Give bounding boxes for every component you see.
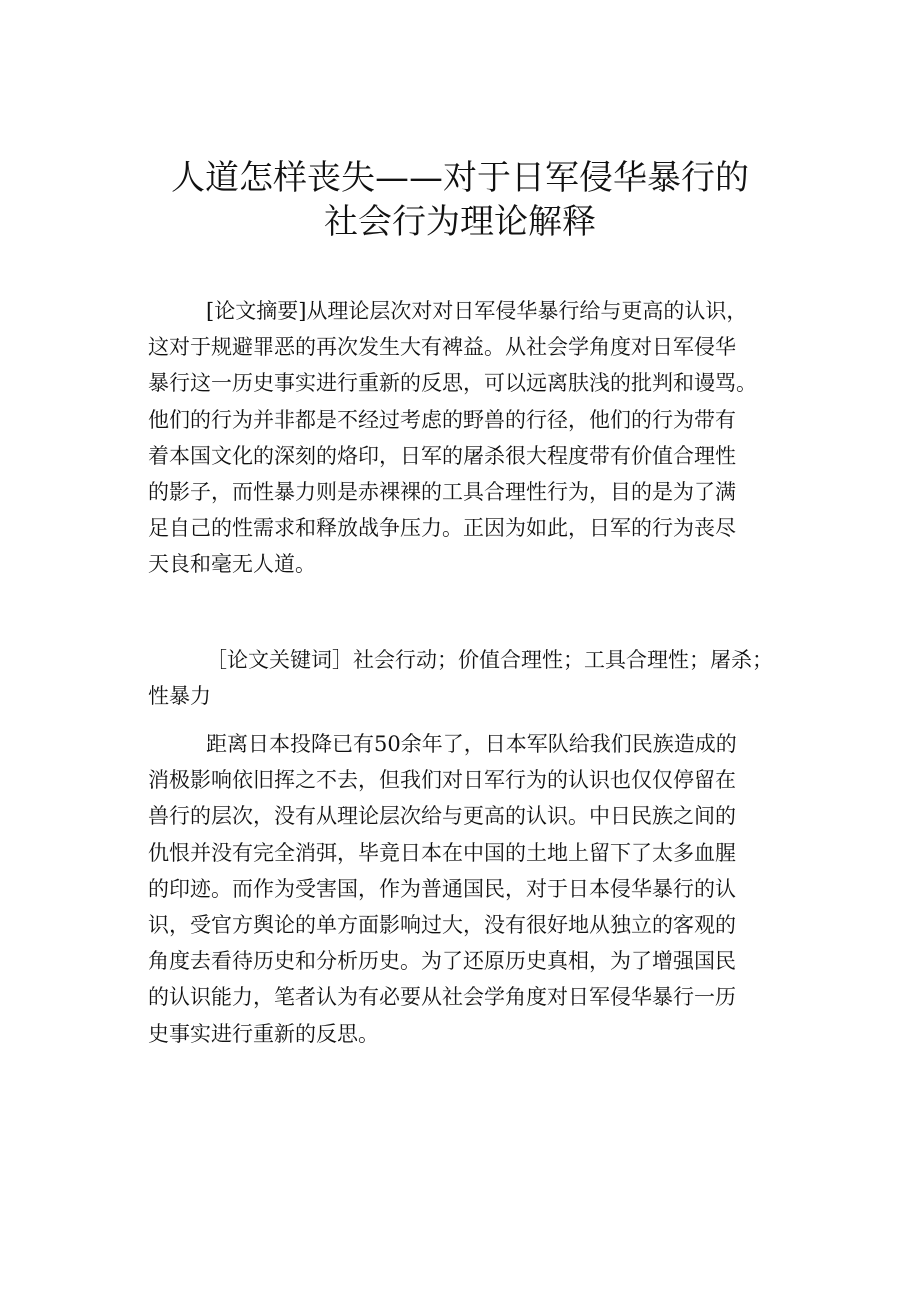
abstract-line: 的影子，而性暴力则是赤裸裸的工具合理性行为，目的是为了满 <box>148 479 736 504</box>
intro-line: 角度去看待历史和分析历史。为了还原历史真相，为了增强国民 <box>148 949 736 974</box>
abstract-line: 这对于规避罪恶的再次发生大有裨益。从社会学角度对日军侵华 <box>148 335 736 360</box>
abstract-line: 暴行这一历史事实进行重新的反思，可以远离肤浅的批判和谩骂。 <box>148 371 757 396</box>
keywords-line: 性暴力 <box>148 684 211 709</box>
keywords-line: ［论文关键词］社会行动；价值合理性；工具合理性；屠杀； <box>206 648 773 672</box>
intro-line: 兽行的层次，没有从理论层次给与更高的认识。中日民族之间的 <box>148 804 736 829</box>
intro-line: 仇恨并没有完全消弭，毕竟日本在中国的土地上留下了太多血腥 <box>148 840 736 865</box>
intro-line: 距离日本投降已有50余年了，日本军队给我们民族造成的 <box>206 732 737 756</box>
abstract-line: 足自己的性需求和释放战争压力。正因为如此，日军的行为丧尽 <box>148 516 736 541</box>
abstract-paragraph <box>148 293 828 583</box>
keywords-paragraph <box>148 642 828 714</box>
document-title-line-2: 社会行为理论解释 <box>324 202 596 242</box>
abstract-line: 天良和毫无人道。 <box>148 552 316 577</box>
intro-line: 的印迹。而作为受害国，作为普通国民，对于日本侵华暴行的认 <box>148 876 736 901</box>
abstract-line: 着本国文化的深刻的烙印，日军的屠杀很大程度带有价值合理性 <box>148 443 736 468</box>
intro-paragraph <box>148 726 828 1052</box>
abstract-line: 他们的行为并非都是不经过考虑的野兽的行径，他们的行为带有 <box>148 407 736 432</box>
abstract-line: [论文摘要]从理论层次对对日军侵华暴行给与更高的认识， <box>206 299 748 323</box>
document-title-line-1: 人道怎样丧失——对于日军侵华暴行的 <box>171 158 749 198</box>
intro-line: 的认识能力，笔者认为有必要从社会学角度对日军侵华暴行一历 <box>148 985 736 1010</box>
intro-line: 史事实进行重新的反思。 <box>148 1021 379 1046</box>
intro-line: 识，受官方舆论的单方面影响过大，没有很好地从独立的客观的 <box>148 912 736 937</box>
intro-line: 消极影响依旧挥之不去，但我们对日军行为的认识也仅仅停留在 <box>148 768 736 793</box>
